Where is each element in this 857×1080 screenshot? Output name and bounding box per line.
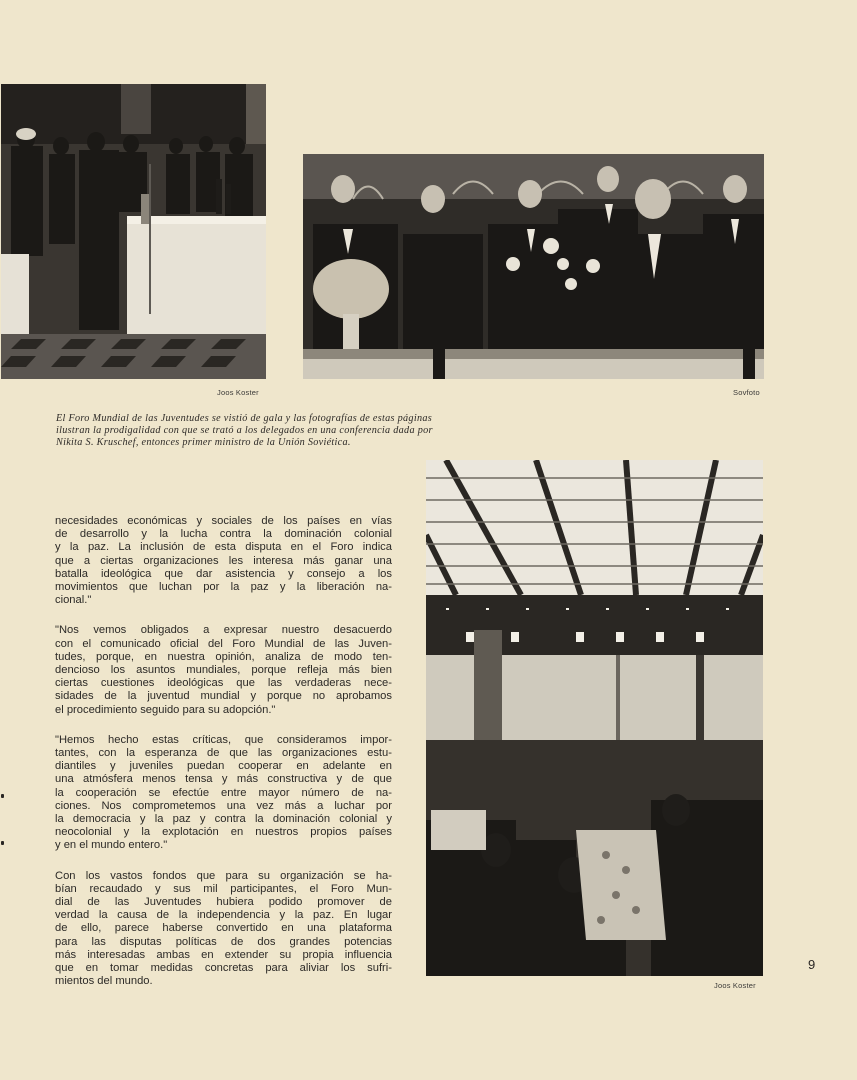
text-line: de ello, parece haberse convertido en una plataforma — [55, 922, 392, 935]
text-line: bían recaudado y sus mil participantes, el Foro Mun- — [55, 882, 392, 895]
hall-photo-icon — [426, 460, 763, 976]
text-line: batalla ideológica que dar asistencia y consejo a los — [55, 567, 392, 580]
caption-line: Nikita S. Kruschef, entonces primer ministro de la Unión Soviética. — [56, 437, 351, 448]
banquet-photo-icon — [303, 154, 764, 379]
photo-credit-top-right: Sovfoto — [733, 388, 760, 397]
text-line: más interesadas ambas en extender su propia influencia — [55, 948, 392, 961]
text-line: ciones. Nos comprometemos una vez más a luchar por — [55, 799, 392, 812]
text-line: para las disputas políticas de dos grandes potencias — [55, 935, 392, 948]
text-line: verdad la causa de la independencia y la paz. En lugar — [55, 909, 392, 922]
text-line: Con los vastos fondos que para su organización se ha- — [55, 869, 392, 882]
text-line: dencioso los asuntos mundiales, porque refleja más bien — [55, 664, 392, 677]
text-line: mientos del mundo. — [55, 975, 153, 988]
text-line: movimientos que luchan por la paz y la liberación na- — [55, 581, 392, 594]
text-line: y en el mundo entero." — [55, 839, 168, 852]
page-number: 9 — [808, 957, 816, 972]
text-line: tantes, con la esperanza de que las organizaciones estu- — [55, 747, 392, 760]
text-line: tudes, porque, en nuestra opinión, analiza de modo ten- — [55, 650, 392, 663]
text-line: ciertas cuestiones ideológicas que las verdaderas nece- — [55, 677, 392, 690]
text-line: de desarrollo y la lucha contra la dominación colonial — [55, 528, 392, 541]
photo-caption — [56, 413, 526, 449]
article-paragraph — [55, 515, 392, 607]
photo-kruschev-table — [303, 154, 764, 379]
text-line: que a ciertas organizaciones les interesa más ganar una — [55, 554, 392, 567]
text-line: con el comunicado oficial del Foro Mundial de las Juven- — [55, 637, 392, 650]
text-line: neocolonial y la explotación en nuestros propios países — [55, 826, 392, 839]
article-paragraph — [55, 734, 392, 853]
photo-credit-top-left: Joos Koster — [217, 388, 259, 397]
photo-conference-hall — [426, 460, 763, 976]
article-body — [55, 515, 392, 1006]
text-line: "Hemos hecho estas críticas, que consideramos impor- — [55, 733, 392, 746]
margin-mark — [1, 841, 4, 845]
text-line: la democracia y la paz y contra la dominación colonial y — [55, 813, 392, 826]
text-line: la cooperación se efectúe entre mayor número de na- — [55, 786, 392, 799]
margin-mark — [1, 794, 4, 798]
text-line: dial de las Juventudes hubiera podido promover de — [55, 896, 392, 909]
photo-banquet-speech — [1, 84, 266, 379]
text-line: que en tomar medidas concretas para aliviar los sufri- — [55, 962, 392, 975]
text-line: una atmósfera menos tensa y más constructiva y de que — [55, 773, 392, 786]
text-line: el procedimiento seguido para su adopción." — [55, 703, 276, 716]
article-paragraph — [55, 624, 392, 716]
caption-line: El Foro Mundial de las Juventudes se vistió de gala y las fotografías de estas páginas — [56, 413, 433, 424]
text-line: diantiles y juveniles puedan cooperar en adelante en — [55, 760, 392, 773]
article-paragraph — [55, 870, 392, 989]
text-line: y la paz. La inclusión de esta disputa en el Foro indica — [55, 541, 392, 554]
photo-credit-bottom-right: Joos Koster — [714, 981, 756, 990]
caption-line: ilustran la prodigalidad con que se trató a los delegados en una conferencia dada por — [56, 425, 433, 436]
text-line: sidades de la juventud mundial y porque no aprobamos — [55, 690, 392, 703]
text-line: "Nos vemos obligados a expresar nuestro desacuerdo — [55, 624, 392, 637]
text-line: cional." — [55, 594, 92, 607]
banquet-photo-icon — [1, 84, 266, 379]
text-line: necesidades económicas y sociales de los países en vías — [55, 515, 392, 527]
